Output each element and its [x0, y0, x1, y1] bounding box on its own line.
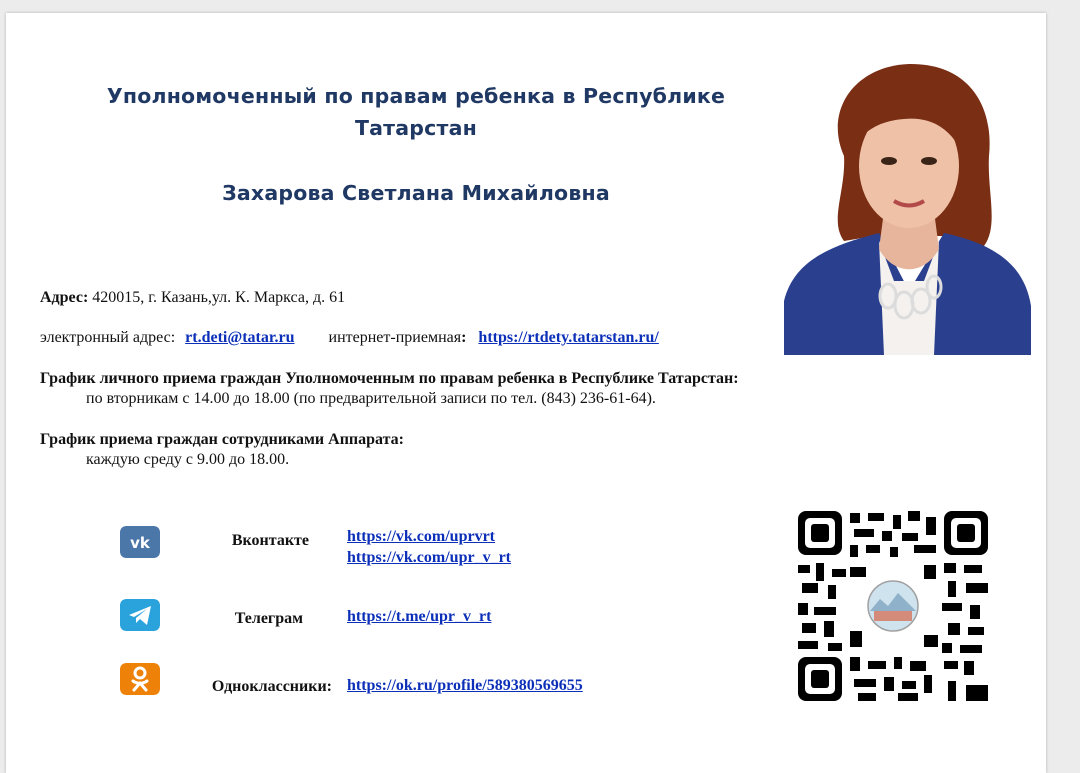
qr-code — [798, 511, 988, 701]
address-label: Адрес: — [40, 289, 89, 306]
vk-label: Вконтакте — [231, 532, 309, 549]
odnoklassniki-label: Одноклассники: — [211, 678, 332, 695]
telegram-link[interactable]: https://t.me/upr_v_rt — [347, 608, 492, 625]
odnoklassniki-icon[interactable] — [120, 663, 160, 695]
vk-link-1[interactable]: https://vk.com/uprvrt — [347, 528, 495, 545]
document-page — [6, 13, 1046, 773]
personal-schedule-title: График личного приема граждан Уполномоченным по правам ребенка в Республике Татарстан: — [40, 370, 739, 387]
staff-schedule-title: График приема граждан сотрудниками Аппарата: — [40, 431, 404, 448]
page-title-line2: Татарстан — [354, 116, 478, 140]
odnoklassniki-link[interactable]: https://ok.ru/profile/589380569655 — [347, 677, 583, 694]
svg-text:vk: vk — [130, 534, 150, 552]
email-line — [40, 329, 659, 347]
page-title-line1: Уполномоченный по правам ребенка в Республике — [106, 84, 726, 108]
ombudsman-name: Захарова Светлана Михайловна — [222, 181, 610, 205]
email-label: электронный адрес: — [40, 329, 176, 346]
personal-schedule-text: по вторникам с 14.00 до 18.00 (по предварительной записи по тел. (843) 236-61-64). — [86, 390, 656, 407]
address-line — [40, 289, 345, 307]
vk-icon[interactable] — [120, 526, 160, 558]
reception-link[interactable]: https://rtdety.tatarstan.ru/ — [478, 329, 659, 346]
telegram-label: Телеграм — [234, 610, 303, 627]
address-value: 420015, г. Казань,ул. К. Маркса, д. 61 — [88, 289, 346, 306]
email-link[interactable]: rt.deti@tatar.ru — [185, 329, 295, 346]
vk-link-2[interactable]: https://vk.com/upr_v_rt — [347, 549, 511, 566]
reception-label: интернет-приемная — [328, 329, 462, 346]
staff-schedule-text: каждую среду с 9.00 до 18.00. — [86, 451, 290, 468]
portrait-photo — [784, 61, 1031, 355]
reception-colon: : — [461, 329, 467, 346]
